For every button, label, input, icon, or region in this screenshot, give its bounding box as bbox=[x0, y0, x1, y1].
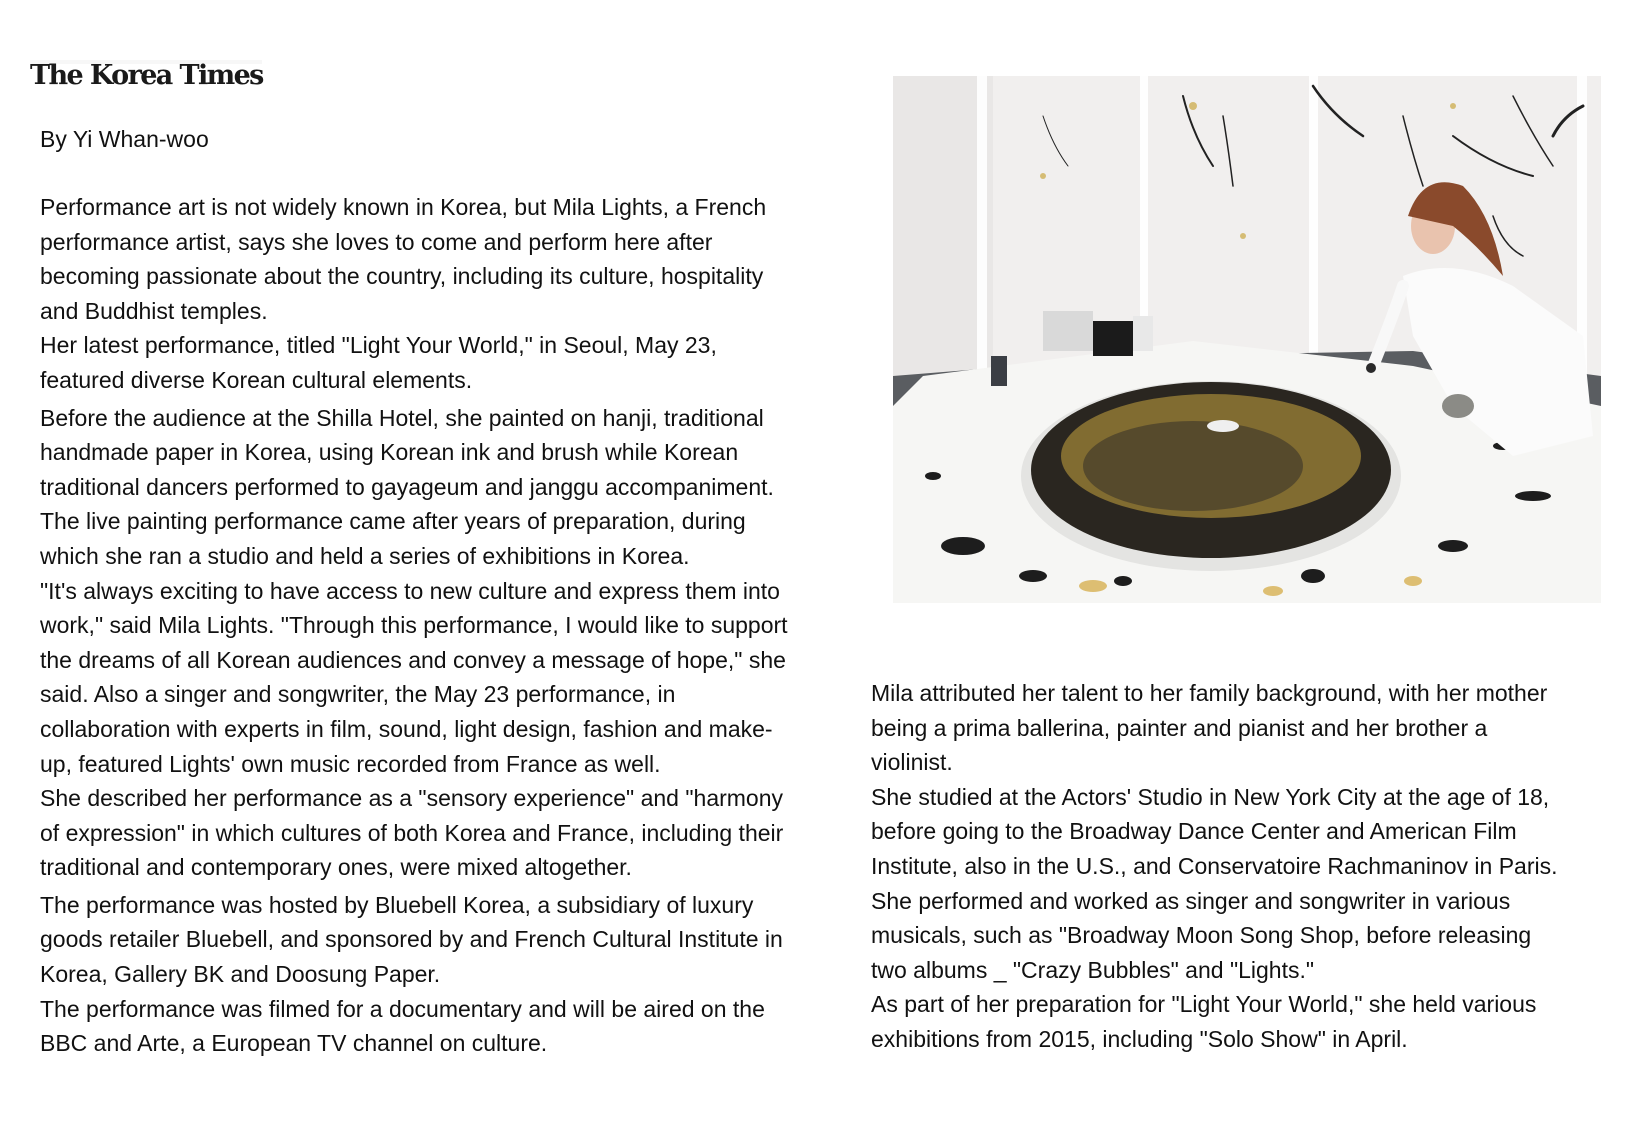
text-line: said. Also a singer and songwriter, the May 23 performance, in bbox=[40, 681, 676, 708]
text-line: the dreams of all Korean audiences and convey a message of hope," she bbox=[40, 646, 786, 673]
text-line: As part of her preparation for "Light Your World," she held various bbox=[871, 991, 1537, 1018]
text-line: handmade paper in Korea, using Korean ink and brush while Korean bbox=[40, 439, 739, 466]
text-line: Mila attributed her talent to her family background, with her mother bbox=[871, 680, 1548, 706]
text-line: Before the audience at the Shilla Hotel, she painted on hanji, traditional bbox=[40, 404, 764, 431]
paragraph-documentary bbox=[40, 992, 840, 1061]
paragraph-education bbox=[871, 780, 1631, 884]
text-line: musicals, such as "Broadway Moon Song Shop, before releasing bbox=[871, 922, 1532, 949]
paragraph-latest-performance bbox=[40, 328, 840, 397]
text-line: up, featured Lights' own music recorded from France as well. bbox=[40, 750, 661, 777]
text-line: The live painting performance came after years of preparation, during bbox=[40, 508, 746, 535]
text-line: which she ran a studio and held a series of exhibitions in Korea. bbox=[40, 542, 690, 569]
masthead-logo: The Korea Times bbox=[30, 60, 263, 91]
text-line: featured diverse Korean cultural elements. bbox=[40, 366, 473, 393]
text-line: "It's always exciting to have access to new culture and express them into bbox=[40, 577, 780, 604]
text-line: goods retailer Bluebell, and sponsored by and French Cultural Institute in bbox=[40, 926, 783, 953]
text-line: becoming passionate about the country, including its culture, hospitality bbox=[40, 263, 764, 290]
article-left-column bbox=[40, 190, 840, 1061]
text-line: performance artist, says she loves to come and perform here after bbox=[40, 228, 713, 255]
text-line: She described her performance as a "sensory experience" and "harmony bbox=[40, 785, 784, 812]
paragraph-sponsors bbox=[40, 888, 840, 992]
artist-painting-photo bbox=[893, 76, 1601, 603]
text-line: She performed and worked as singer and songwriter in various bbox=[871, 887, 1511, 914]
text-line: two albums _ "Crazy Bubbles" and "Lights." bbox=[871, 956, 1315, 983]
text-line: Korea, Gallery BK and Doosung Paper. bbox=[40, 961, 441, 988]
paragraph-sensory-experience bbox=[40, 781, 840, 885]
text-line: work," said Mila Lights. "Through this performance, I would like to support bbox=[40, 612, 788, 639]
text-line: and Buddhist temples. bbox=[40, 297, 268, 324]
text-line: Performance art is not widely known in Korea, but Mila Lights, a French bbox=[40, 194, 767, 220]
text-line: traditional and contemporary ones, were mixed altogether. bbox=[40, 854, 632, 881]
text-line: collaboration with experts in film, sound, light design, fashion and make- bbox=[40, 715, 773, 742]
article-photo bbox=[893, 76, 1601, 603]
article-right-column bbox=[871, 676, 1631, 1057]
paragraph-family-background bbox=[871, 676, 1631, 780]
text-line: violinist. bbox=[871, 749, 953, 776]
text-line: traditional dancers performed to gayageum and janggu accompaniment. bbox=[40, 473, 774, 500]
text-line: before going to the Broadway Dance Center and American Film bbox=[871, 818, 1517, 845]
text-line: She studied at the Actors' Studio in New York City at the age of 18, bbox=[871, 783, 1550, 810]
text-line: BBC and Arte, a European TV channel on culture. bbox=[40, 1030, 548, 1057]
paragraph-quote bbox=[40, 574, 840, 782]
paragraph-shilla-hotel bbox=[40, 401, 840, 574]
text-line: Institute, also in the U.S., and Conservatoire Rachmaninov in Paris. bbox=[871, 852, 1558, 879]
text-line: exhibitions from 2015, including "Solo Show" in April. bbox=[871, 1025, 1408, 1052]
byline: By Yi Whan-woo bbox=[40, 126, 209, 152]
paragraph-intro bbox=[40, 190, 840, 328]
text-line: of expression" in which cultures of both Korea and France, including their bbox=[40, 819, 784, 846]
text-line: being a prima ballerina, painter and pianist and her brother a bbox=[871, 714, 1488, 741]
text-line: Her latest performance, titled "Light Your World," in Seoul, May 23, bbox=[40, 332, 717, 359]
text-line: The performance was filmed for a documentary and will be aired on the bbox=[40, 995, 765, 1022]
paragraph-exhibitions bbox=[871, 987, 1631, 1056]
paragraph-musicals bbox=[871, 884, 1631, 988]
text-line: The performance was hosted by Bluebell Korea, a subsidiary of luxury bbox=[40, 891, 754, 918]
